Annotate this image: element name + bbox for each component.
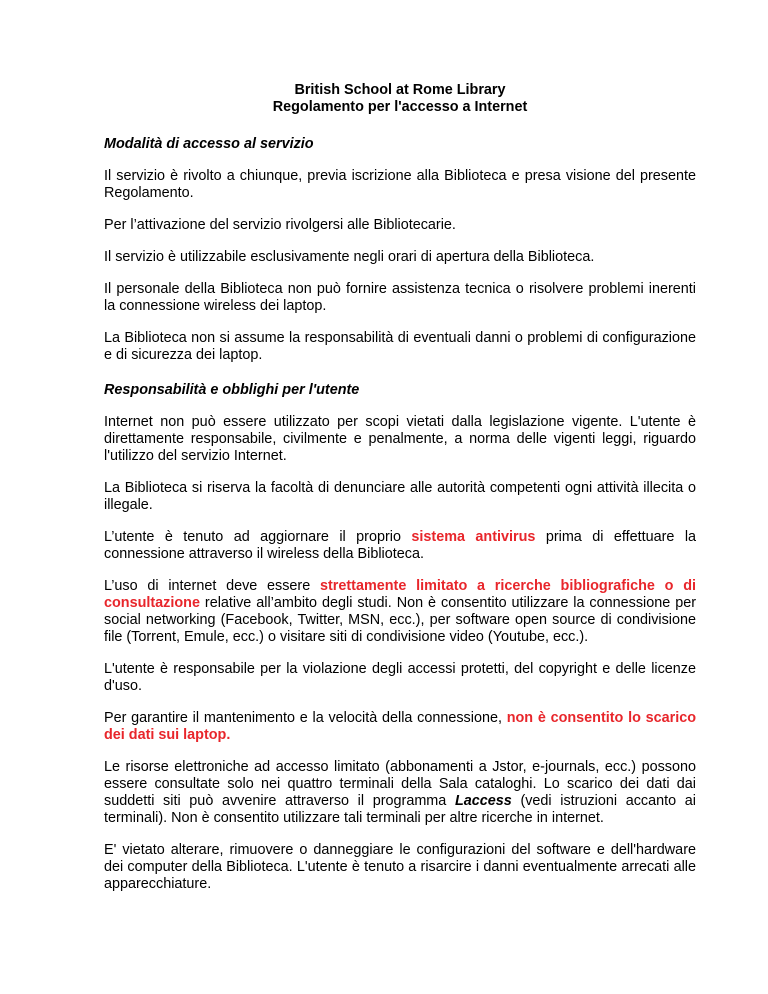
paragraph: La Biblioteca si riserva la facoltà di denunciare alle autorità competenti ogni attività illecita o illegale.	[104, 480, 696, 513]
highlight-no-download: non è consentito lo scarico dei dati sui laptop.	[104, 710, 697, 743]
paragraph: Il servizio è rivolto a chiunque, previa iscrizione alla Biblioteca e presa visione del presente Regolamento.	[104, 168, 696, 201]
highlight-antivirus: sistema antivirus	[411, 529, 536, 545]
paragraph: L'utente è responsabile per la violazione degli accessi protetti, del copyright e delle licenze d'uso.	[104, 661, 696, 694]
paragraph: Internet non può essere utilizzato per scopi vietati dalla legislazione vigente. L'utente è direttamente responsabile, civilmente e penalmente, a norma delle vigenti leggi, riguardo l'utilizzo del servizio Internet.	[104, 414, 696, 464]
section-user-responsibilities	[104, 382, 696, 893]
paragraph: Il servizio è utilizzabile esclusivamente negli orari di apertura della Biblioteca.	[104, 249, 595, 265]
title-line-2: Regolamento per l'accesso a Internet	[272, 99, 528, 115]
paragraph-electronic-resources	[104, 759, 696, 827]
text-run: Le risorse elettroniche ad accesso limitato (abbonamenti a Jstor, e-journals, ecc.) possono essere consultate solo nei quattro terminali della Sala cataloghi. Lo scarico dei dati dai suddetti siti può avvenire attraverso il programma	[104, 759, 696, 809]
paragraph: La Biblioteca non si assume la responsabilità di eventuali danni o problemi di configurazione e di sicurezza dei laptop.	[104, 330, 696, 363]
document-title	[104, 82, 696, 116]
text-run: relative all’ambito degli studi. Non è consentito utilizzare la connessione per social networking (Facebook, Twitter, MSN, ecc.), per software open source di condivisione file (Torrent, Emule, ecc.) o visitare siti di condivisione video (Youtube, ecc.).	[104, 595, 696, 645]
title-line-1: British School at Rome Library	[294, 82, 506, 98]
text-run: prima di effettuare la connessione attraverso il wireless della Biblioteca.	[104, 529, 697, 562]
section-heading-access: Modalità di accesso al servizio	[104, 136, 314, 152]
paragraph: E' vietato alterare, rimuovere o danneggiare le configurazioni del software e dell'hardware dei computer della Biblioteca. L'utente è tenuto a risarcire i danni eventualmente arrecati alle apparecchiature.	[104, 842, 696, 892]
text-run: L’uso di internet deve essere	[104, 578, 320, 594]
paragraph-antivirus	[104, 529, 696, 563]
text-run: (vedi istruzioni accanto ai terminali). Non è consentito utilizzare tali terminali per altre ricerche in internet.	[104, 793, 696, 826]
section-access-modes	[104, 136, 696, 364]
text-run: Per garantire il mantenimento e la velocità della connessione,	[104, 710, 507, 726]
paragraph: Il personale della Biblioteca non può fornire assistenza tecnica o risolvere problemi inerenti la connessione wireless dei laptop.	[104, 281, 696, 314]
paragraph: Per l’attivazione del servizio rivolgersi alle Bibliotecarie.	[104, 217, 456, 233]
section-heading-responsibilities: Responsabilità e obblighi per l'utente	[104, 382, 360, 398]
text-run: L’utente è tenuto ad aggiornare il proprio	[104, 529, 412, 545]
paragraph-internet-use	[104, 578, 696, 646]
paragraph-download	[104, 710, 696, 744]
highlight-limited-use: strettamente limitato a ricerche bibliografiche o di consultazione	[104, 578, 696, 611]
program-name-laccess: Laccess	[454, 793, 512, 809]
